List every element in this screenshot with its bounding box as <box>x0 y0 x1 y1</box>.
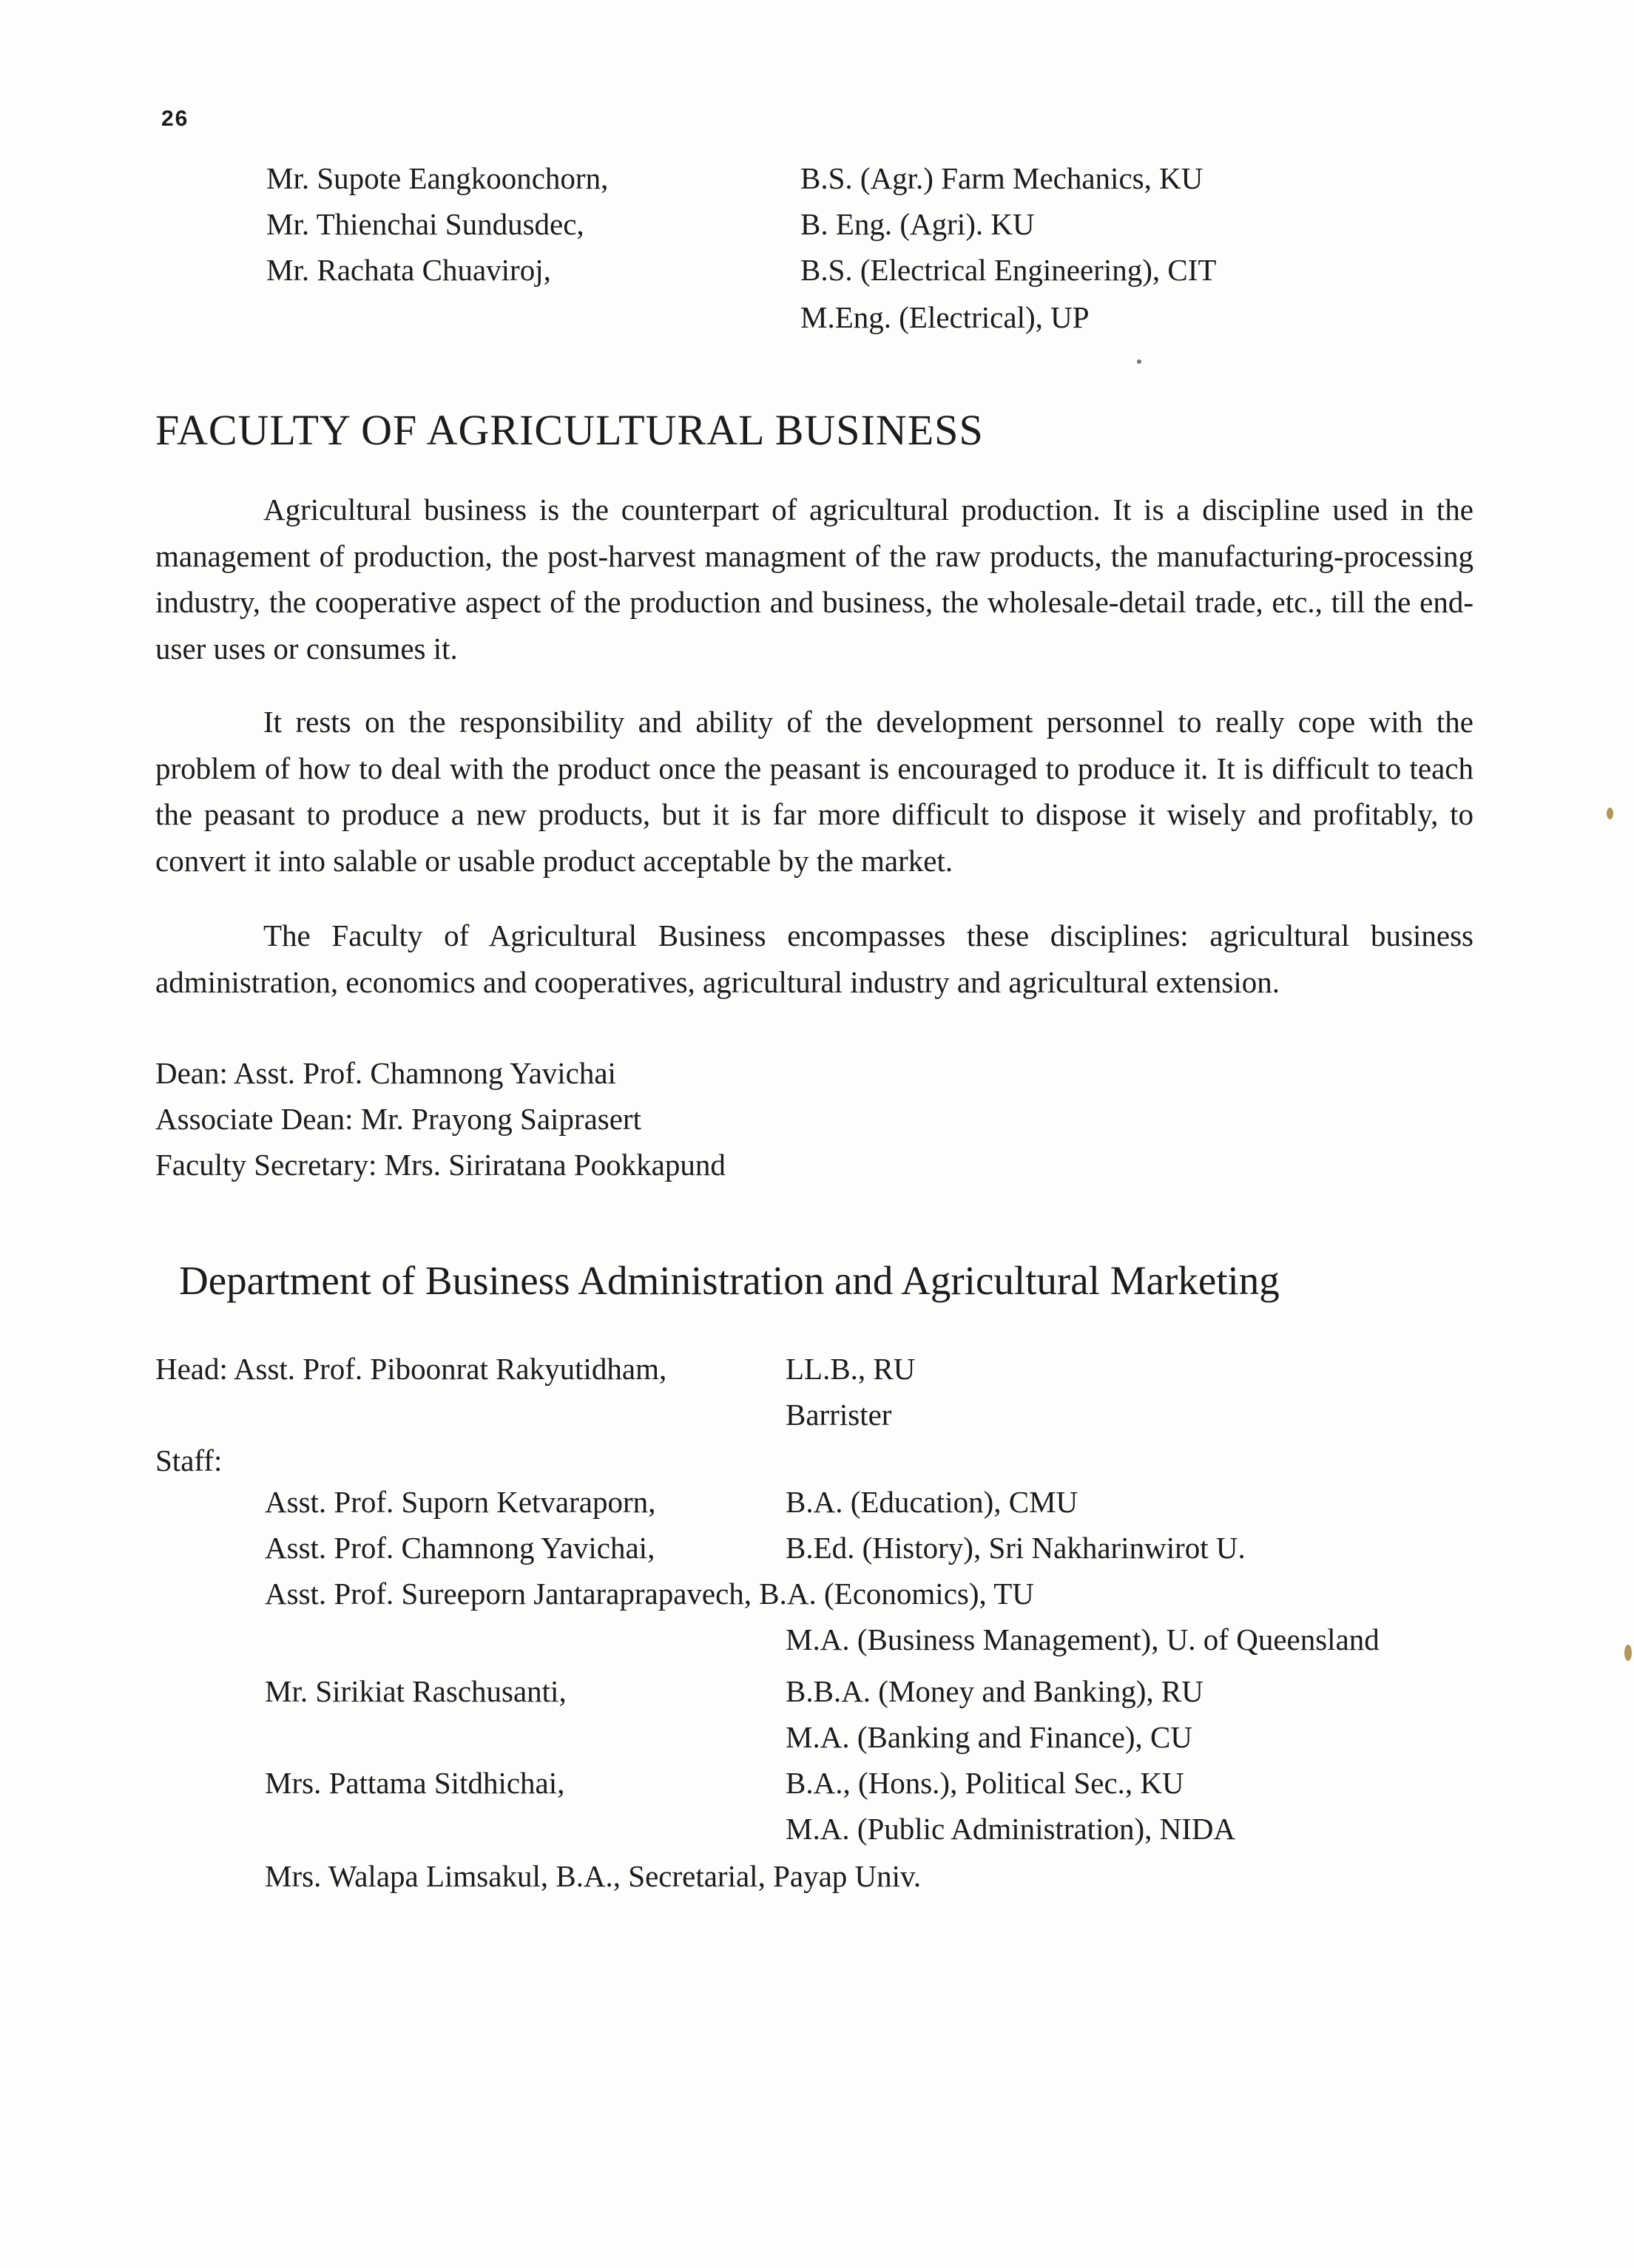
top-staff-degree: M.Eng. (Electrical), UP <box>800 300 1090 334</box>
top-staff-degree: B. Eng. (Agri). KU <box>800 207 1035 241</box>
department-head: Head: Asst. Prof. Piboonrat Rakyutidham, <box>155 1352 667 1386</box>
top-staff-name: Mr. Thienchai Sundusdec, <box>266 207 584 241</box>
staff-name: Asst. Prof. Suporn Ketvaraporn, <box>265 1485 656 1519</box>
staff-degree: B.A., (Hons.), Political Sec., KU <box>786 1766 1184 1800</box>
faculty-title: FACULTY OF AGRICULTURAL BUSINESS <box>155 406 984 454</box>
scan-speck <box>1137 359 1141 364</box>
department-title: Department of Business Administration and Agricultural Marketing <box>179 1258 1280 1303</box>
top-staff-name: Mr. Rachata Chuaviroj, <box>266 253 551 287</box>
staff-degree: M.A. (Business Management), U. of Queensland <box>786 1622 1380 1656</box>
faculty-paragraph-2: It rests on the responsibility and ability of the development personnel to really cope with the problem of how to deal with the product once the peasant is encouraged to produce it. It is difficult to teach the peasant to produce a new products, but it is far more difficult to dispose it wisely and profitably, to convert it into salable or usable product acceptable by the market. <box>155 705 1473 878</box>
staff-degree: B.B.A. (Money and Banking), RU <box>786 1674 1203 1708</box>
dean: Dean: Asst. Prof. Chamnong Yavichai <box>155 1056 616 1090</box>
staff-degree: B.Ed. (History), Sri Nakharinwirot U. <box>786 1531 1246 1565</box>
department-head-degree: LL.B., RU <box>786 1352 916 1386</box>
staff-degree: B.A. (Education), CMU <box>786 1485 1078 1519</box>
faculty-paragraph-3: The Faculty of Agricultural Business encompasses these disciplines: agricultural business administration, economics and cooperatives, agricultural industry and agricultural extension. <box>155 918 1473 999</box>
staff-degree: M.A. (Public Administration), NIDA <box>786 1812 1236 1846</box>
staff-name: Mr. Sirikiat Raschusanti, <box>265 1674 567 1708</box>
staff-label: Staff: <box>155 1443 223 1477</box>
staff-name: Asst. Prof. Sureeporn Jantaraprapavech, B.A. (Economics), TU <box>265 1577 1034 1611</box>
staff-degree: M.A. (Banking and Finance), CU <box>786 1720 1192 1754</box>
associate-dean: Associate Dean: Mr. Prayong Saiprasert <box>155 1102 641 1136</box>
faculty-paragraph-1: Agricultural business is the counterpart of agricultural production. It is a discipline used in the management of production, the post-harvest managment of the raw products, the manufacturing-processing industry, the cooperative aspect of the production and business, the wholesale-detail trade, etc., till the end-user uses or consumes it. <box>155 492 1473 666</box>
department-head-degree: Barrister <box>786 1398 892 1432</box>
top-staff-degree: B.S. (Electrical Engineering), CIT <box>800 253 1217 287</box>
top-staff-degree: B.S. (Agr.) Farm Mechanics, KU <box>800 161 1203 195</box>
scan-speck <box>1624 1645 1632 1661</box>
staff-last: Mrs. Walapa Limsakul, B.A., Secretarial, Payap Univ. <box>265 1859 922 1893</box>
scan-speck <box>1607 808 1613 819</box>
top-staff-name: Mr. Supote Eangkoonchorn, <box>266 161 609 195</box>
staff-name: Asst. Prof. Chamnong Yavichai, <box>265 1531 655 1565</box>
faculty-secretary: Faculty Secretary: Mrs. Siriratana Pookkapund <box>155 1148 726 1182</box>
staff-name: Mrs. Pattama Sitdhichai, <box>265 1766 565 1800</box>
page-number: 26 <box>161 106 189 131</box>
